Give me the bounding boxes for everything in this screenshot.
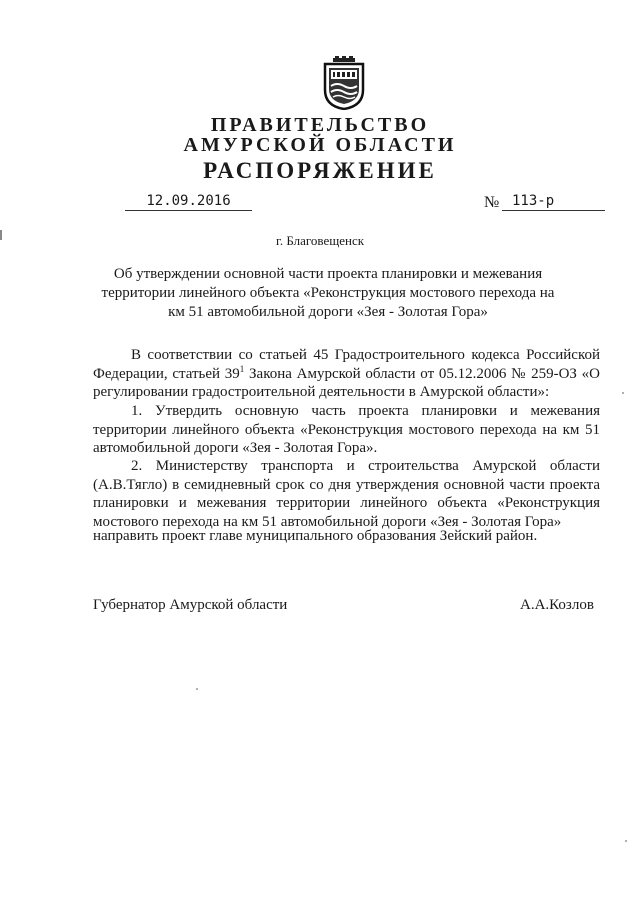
document-number: 113-р (502, 193, 605, 211)
header-region: АМУРСКОЙ ОБЛАСТИ (183, 134, 457, 156)
document-title: Об утверждении основной части проекта планировки и межевания территории линейного объекта «Реконструкция мостового перехода на км 51 автомобильной дороги «Зея - Золотая Гора» (101, 266, 555, 320)
paragraph-item-1: 1. Утвердить основную часть проекта планировки и межевания территории линейного объекта «Реконструкция мостового перехода на км 51 автомобильной дороги «Зея - Золотая Гора». (93, 403, 600, 456)
number-sign: № (484, 194, 500, 211)
document-type: РАСПОРЯЖЕНИЕ (203, 158, 437, 183)
preamble-text-start: В соответствии со статьей 45 Градостроительного кодекса Российской Федерации, статьей 39 (93, 347, 600, 382)
preamble-text-end: Закона Амурской области от 05.12.2006 № 259-ОЗ «О регулировании градостроительной деятельности в Амурской области»: (93, 365, 600, 400)
scan-speck (622, 392, 624, 394)
scan-edge-mark (0, 230, 2, 240)
scan-speck (196, 688, 198, 690)
city: г. Благовещенск (275, 233, 365, 248)
paragraph-item-2: 2. Министерству транспорта и строительства Амурской области (А.В.Тягло) в семидневный срок со дня утверждения основной части проекта планировки и межевания территории линейного объекта «Реконструкция мостового перехода на км 51 автомобильной дороги «Зея - Золотая Гора» (93, 458, 600, 530)
paragraph-preamble (93, 346, 600, 402)
article-superscript: 1 (239, 363, 245, 374)
signatory-name: А.А.Козлов (520, 597, 594, 613)
signatory-position: Губернатор Амурской области (93, 597, 288, 613)
coat-of-arms-icon (321, 56, 367, 110)
scan-speck (625, 840, 627, 842)
paragraph-item-2-end: направить проект главе муниципального образования Зейский район. (93, 528, 538, 544)
header-government: ПРАВИТЕЛЬСТВО (210, 114, 430, 136)
document-date: 12.09.2016 (125, 193, 252, 211)
